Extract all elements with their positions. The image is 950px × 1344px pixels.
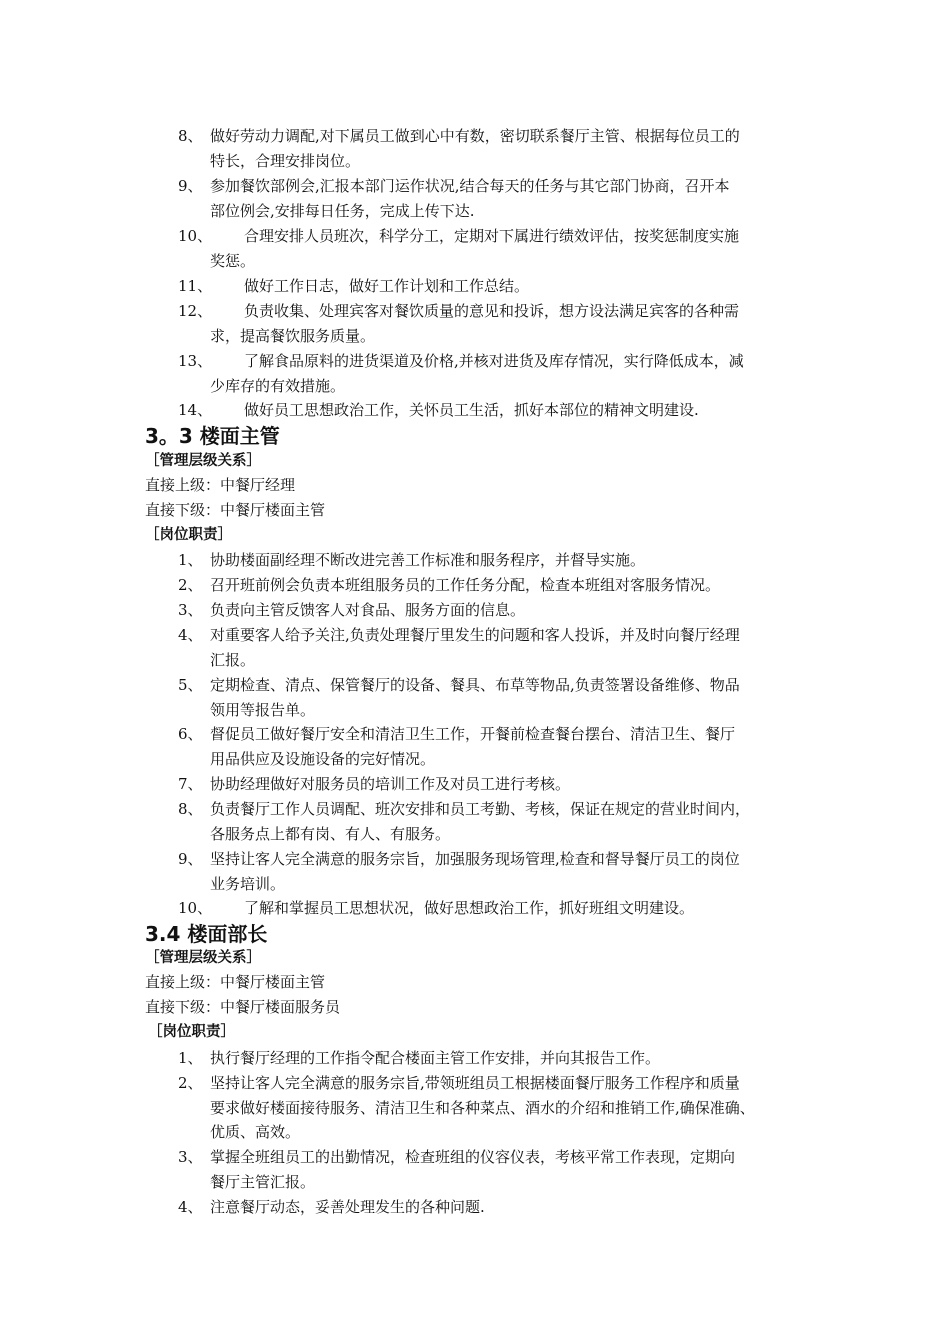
item-text: 注意餐厅动态，妥善处理发生的各种问题. (210, 1198, 485, 1216)
item-text: 执行餐厅经理的工作指令配合楼面主管工作安排，并向其报告工作。 (210, 1049, 661, 1067)
superior-line: 直接上级：中餐厅经理 (145, 476, 296, 494)
item-text: 了解和掌握员工思想状况，做好思想政治工作，抓好班组文明建设。 (244, 899, 695, 917)
list-item (178, 274, 818, 299)
item-text: 坚持让客人完全满意的服务宗旨，加强服务现场管理,检查和督导餐厅员工的岗位 (210, 850, 740, 868)
item-text: 参加餐饮部例会,汇报本部门运作状况,结合每天的任务与其它部门协商，召开本 (210, 177, 730, 195)
item-number: 13、 (178, 352, 213, 370)
list-item (178, 349, 818, 398)
item-number: 8、 (178, 800, 203, 818)
item-number: 2、 (178, 576, 203, 594)
item-number: 10、 (178, 227, 213, 245)
list-item (178, 896, 818, 921)
list-item (178, 847, 818, 896)
subordinate-line: 直接下级：中餐厅楼面主管 (145, 501, 326, 519)
item-number: 6、 (178, 725, 203, 743)
item-text: 召开班前例会负责本班组服务员的工作任务分配，检查本班组对客服务情况。 (210, 576, 721, 594)
list-item (178, 224, 818, 273)
list-item (178, 623, 818, 672)
list-item (178, 573, 818, 598)
item-text: 督促员工做好餐厅安全和清洁卫生工作，开餐前检查餐台摆台、清洁卫生、餐厅 (210, 725, 736, 743)
item-text: 坚持让客人完全满意的服务宗旨,带领班组员工根据楼面餐厅服务工作程序和质量 (210, 1074, 740, 1092)
list-item (178, 548, 818, 573)
item-text: 协助楼面副经理不断改进完善工作标准和服务程序，并督导实施。 (210, 551, 646, 569)
item-number: 9、 (178, 850, 203, 868)
list-item (178, 598, 818, 623)
item-text: 各服务点上都有岗、有人、有服务。 (210, 824, 451, 843)
item-text: 领用等报告单。 (210, 700, 316, 719)
item-number: 10、 (178, 899, 213, 917)
item-text: 负责向主管反馈客人对食品、服务方面的信息。 (210, 601, 526, 619)
item-text: 对重要客人给予关注,负责处理餐厅里发生的问题和客人投诉，并及时向餐厅经理 (210, 626, 740, 644)
item-number: 11、 (178, 277, 213, 295)
list-item (178, 1071, 818, 1145)
item-text: 少库存的有效措施。 (210, 376, 346, 395)
item-text: 餐厅主管汇报。 (210, 1172, 316, 1191)
list-item (178, 174, 818, 223)
item-number: 5、 (178, 676, 203, 694)
list-item (178, 797, 818, 846)
item-text: 做好工作日志，做好工作计划和工作总结。 (244, 277, 530, 295)
item-text: 要求做好楼面接待服务、清洁卫生和各种菜点、酒水的介绍和推销工作,确保准确、 (210, 1098, 755, 1117)
item-number: 8、 (178, 127, 203, 145)
item-text: 负责餐厅工作人员调配、班次安排和员工考勤、考核，保证在规定的营业时间内， (210, 800, 751, 818)
item-number: 12、 (178, 302, 213, 320)
item-text: 了解食品原料的进货渠道及价格,并核对进货及库存情况，实行降低成本，减 (244, 352, 744, 370)
item-number: 2、 (178, 1074, 203, 1092)
item-text: 做好劳动力调配,对下属员工做到心中有数，密切联系餐厅主管、根据每位员工的 (210, 127, 740, 145)
item-text: 特长，合理安排岗位。 (210, 151, 361, 170)
item-text: 掌握全班组员工的出勤情况，检查班组的仪容仪表，考核平常工作表现，定期向 (210, 1148, 736, 1166)
item-number: 14、 (178, 401, 213, 419)
item-number: 7、 (178, 775, 203, 793)
hierarchy-label: ［管理层级关系］ (145, 950, 261, 966)
section-heading: 3。3 楼面主管 (145, 424, 280, 448)
item-number: 1、 (178, 551, 203, 569)
item-text: 部位例会,安排每日任务，完成上传下达. (210, 201, 475, 220)
item-number: 3、 (178, 601, 203, 619)
list-item (178, 673, 818, 722)
item-text: 奖惩。 (210, 251, 256, 270)
item-number: 1、 (178, 1049, 203, 1067)
item-text: 协助经理做好对服务员的培训工作及对员工进行考核。 (210, 775, 571, 793)
list-item (178, 772, 818, 797)
list-item (178, 1195, 818, 1220)
item-number: 4、 (178, 1198, 203, 1216)
item-text: 负责收集、处理宾客对餐饮质量的意见和投诉，想方设法满足宾客的各种需 (244, 302, 740, 320)
list-item (178, 398, 818, 423)
hierarchy-label: ［管理层级关系］ (145, 453, 261, 469)
item-text: 定期检查、清点、保管餐厅的设备、餐具、布草等物品,负责签署设备维修、物品 (210, 676, 740, 694)
superior-line: 直接上级：中餐厅楼面主管 (145, 973, 326, 991)
item-text: 汇报。 (210, 650, 256, 669)
duty-label: ［岗位职责］ (145, 527, 232, 543)
item-text: 做好员工思想政治工作，关怀员工生活，抓好本部位的精神文明建设. (244, 401, 699, 419)
section-heading: 3.4 楼面部长 (145, 922, 268, 946)
duty-label: ［岗位职责］ (148, 1024, 235, 1040)
item-text: 求，提高餐饮服务质量。 (210, 326, 376, 345)
item-text: 优质、高效。 (210, 1123, 301, 1141)
list-item (178, 299, 818, 348)
item-number: 4、 (178, 626, 203, 644)
list-item (178, 722, 818, 771)
item-number: 9、 (178, 177, 203, 195)
list-item (178, 1046, 818, 1071)
list-item (178, 124, 818, 173)
subordinate-line: 直接下级：中餐厅楼面服务员 (145, 998, 341, 1016)
item-text: 业务培训。 (210, 874, 286, 893)
item-number: 3、 (178, 1148, 203, 1166)
item-text: 合理安排人员班次，科学分工，定期对下属进行绩效评估，按奖惩制度实施 (244, 227, 740, 245)
list-item (178, 1145, 818, 1194)
item-text: 用品供应及设施设备的完好情况。 (210, 749, 436, 768)
